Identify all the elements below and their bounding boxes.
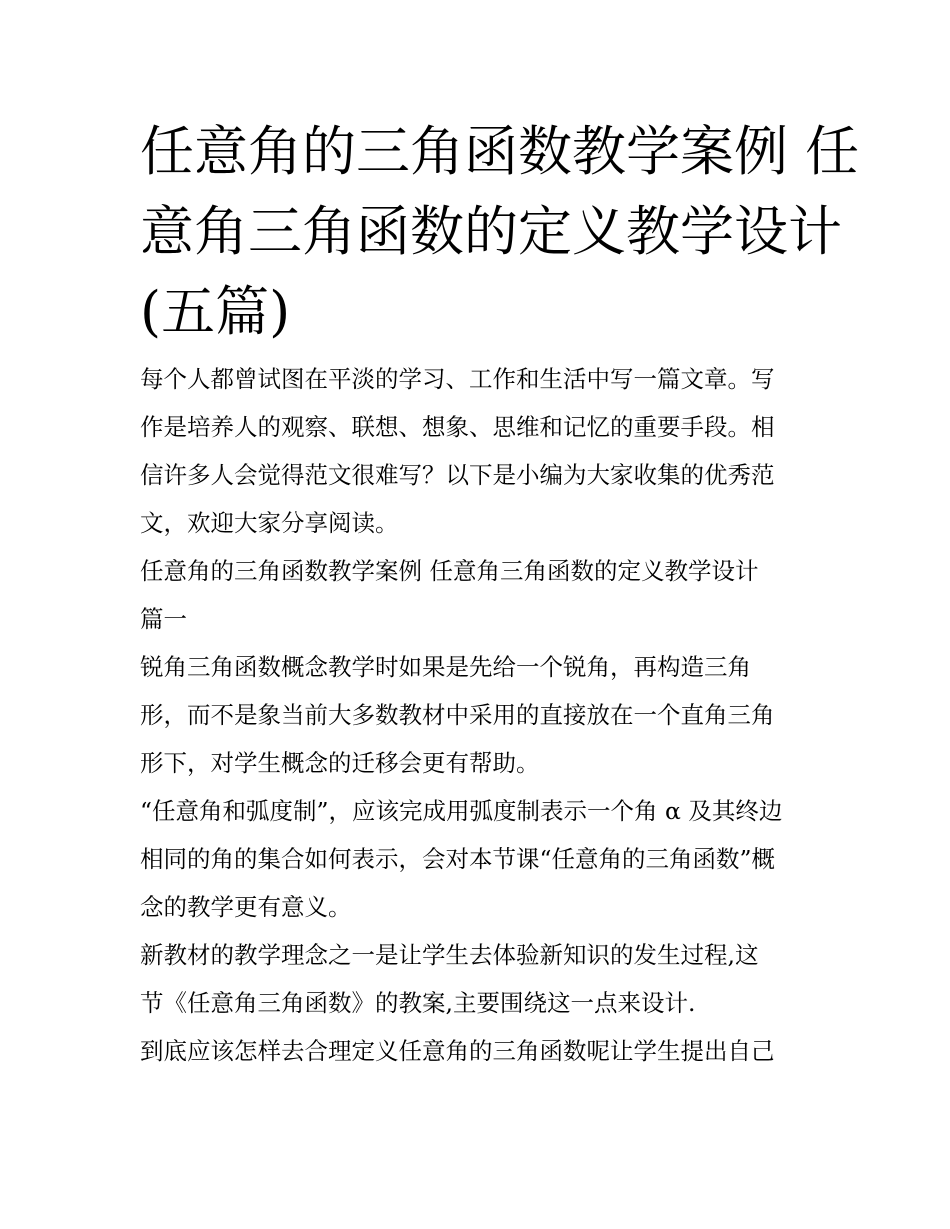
body-line: 每个人都曾试图在平淡的学习、工作和生活中写一篇文章。写 bbox=[140, 365, 775, 393]
body-line: 新教材的教学理念之一是让学生去体验新知识的发生过程,这 bbox=[140, 941, 759, 969]
document-body bbox=[140, 355, 820, 1075]
section-heading-line: 篇一 bbox=[140, 605, 187, 633]
body-line: 形下，对学生概念的迁移会更有帮助。 bbox=[140, 749, 540, 777]
title-line: (五篇) bbox=[140, 280, 291, 343]
title-line: 任意角的三角函数教学案例 任 bbox=[140, 120, 860, 183]
body-line: 文，欢迎大家分享阅读。 bbox=[140, 509, 399, 537]
body-line: 信许多人会觉得范文很难写？以下是小编为大家收集的优秀范 bbox=[140, 461, 775, 489]
body-line: 相同的角的集合如何表示，会对本节课“任意角的三角函数”概 bbox=[140, 845, 776, 873]
body-line: 念的教学更有意义。 bbox=[140, 893, 352, 921]
body-line: “任意角和弧度制”，应该完成用弧度制表示一个角 α 及其终边 bbox=[140, 797, 783, 825]
title-line: 意角三角函数的定义教学设计 bbox=[140, 200, 842, 263]
body-line: 到底应该怎样去合理定义任意角的三角函数呢让学生提出自己 bbox=[140, 1037, 775, 1065]
document-title bbox=[140, 112, 860, 352]
body-line: 形，而不是象当前大多数教材中采用的直接放在一个直角三角 bbox=[140, 701, 775, 729]
body-line: 作是培养人的观察、联想、想象、思维和记忆的重要手段。相 bbox=[140, 413, 775, 441]
body-line: 锐角三角函数概念教学时如果是先给一个锐角，再构造三角 bbox=[140, 653, 751, 681]
section-heading-line: 任意角的三角函数教学案例 任意角三角函数的定义教学设计 bbox=[140, 557, 759, 585]
body-line: 节《任意角三角函数》的教案,主要围绕这一点来设计. bbox=[140, 989, 696, 1017]
